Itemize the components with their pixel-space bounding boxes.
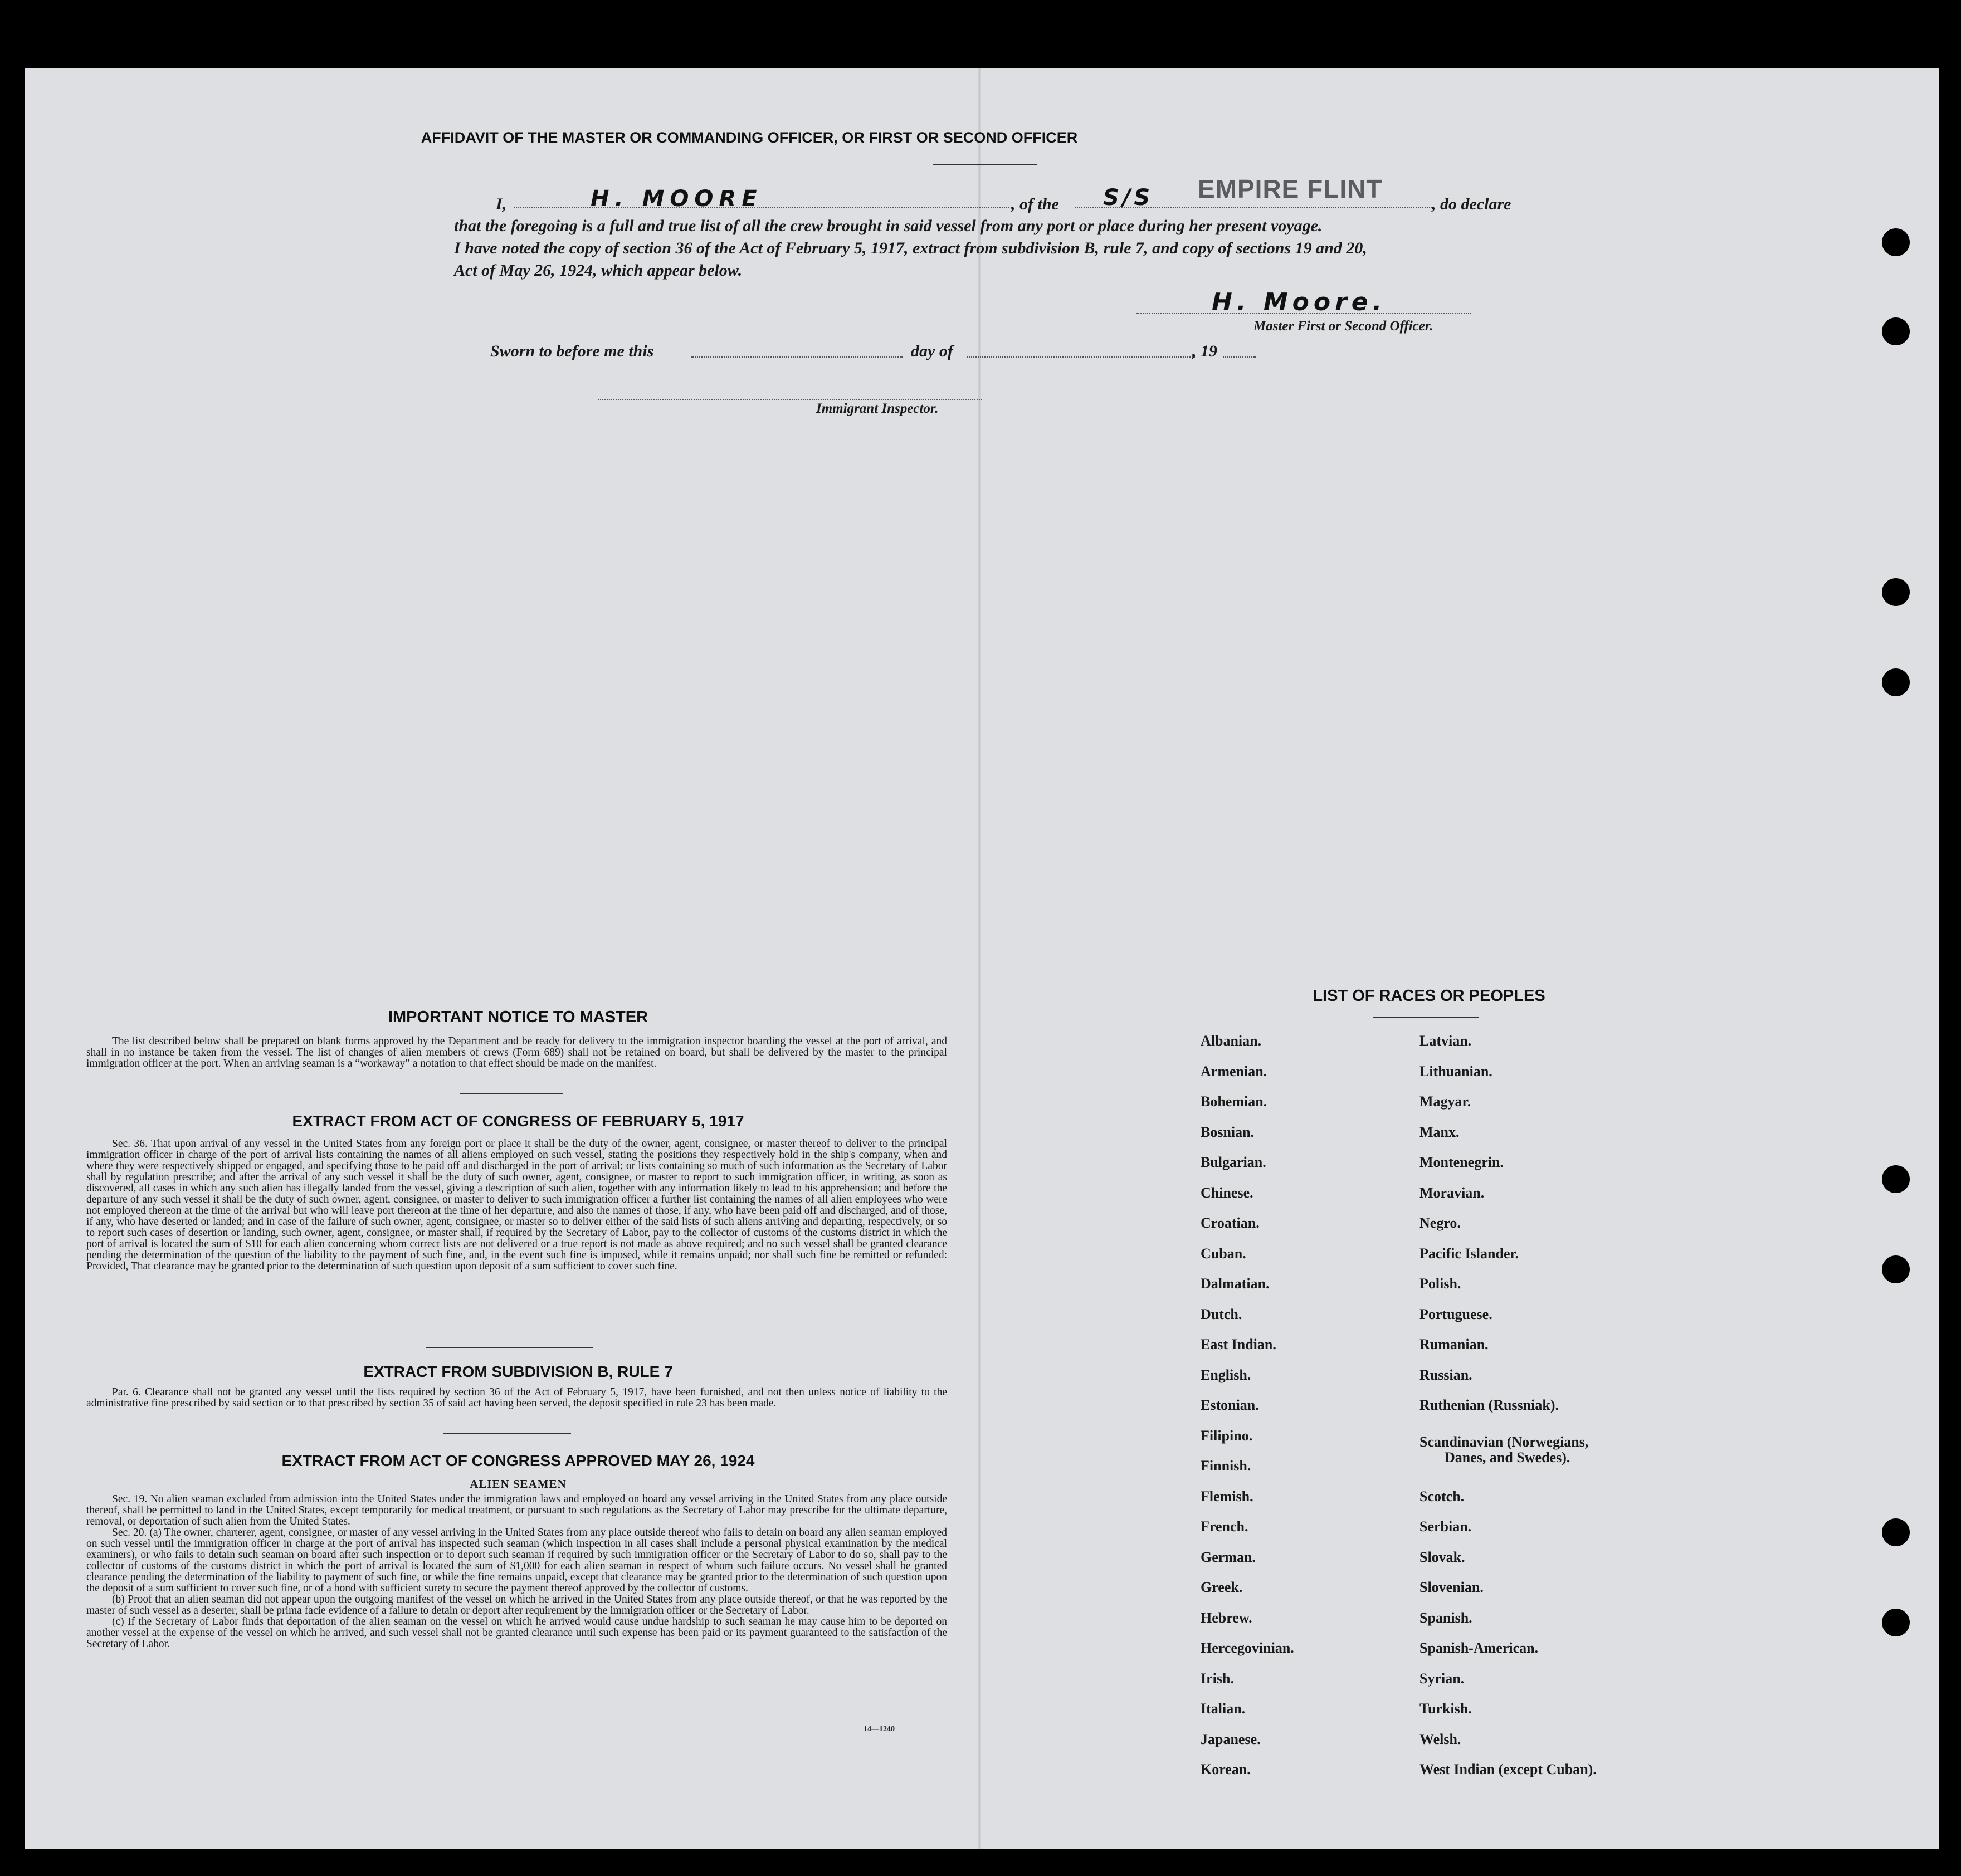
extract-1917-title: EXTRACT FROM ACT OF CONGRESS OF FEBRUARY 5, 1917 — [292, 1112, 744, 1130]
race-item: Armenian. — [1201, 1063, 1267, 1079]
binder-hole — [1882, 1609, 1910, 1636]
affidavit-body-line-2: I have noted the copy of section 36 of the Act of February 5, 1917, extract from subdivision B, rule 7, and copy of sections 19 and 20, — [454, 239, 1367, 257]
races-title-rule — [1373, 1017, 1479, 1018]
race-item: Slovak. — [1419, 1549, 1465, 1565]
race-item: Syrian. — [1419, 1670, 1465, 1687]
race-item: Finnish. — [1201, 1458, 1251, 1474]
race-item: Danes, and Swedes). — [1445, 1449, 1570, 1465]
race-item: Greek. — [1201, 1579, 1243, 1595]
race-item: Negro. — [1419, 1215, 1461, 1231]
affiant-label: I, — [496, 195, 507, 213]
race-item: Portuguese. — [1419, 1306, 1492, 1322]
race-item: Japanese. — [1201, 1731, 1261, 1747]
race-item: Russian. — [1419, 1367, 1472, 1383]
sworn-year-line — [1223, 356, 1256, 358]
sec20c-paragraph: (c) If the Secretary of Labor finds that deportation of the alien seaman on the vessel on which he arrived would cause undue hardship to such seaman he may cause him to be deported on another vessel at the expense of the vessel on which he arrived, and such vessel shall not be granted clearance until such expense has been paid or its payment guaranteed to the satisfaction of the Secretary of Labor. — [86, 1616, 947, 1650]
race-item: Spanish. — [1419, 1610, 1472, 1626]
sworn-day-line — [691, 356, 903, 358]
race-item: Albanian. — [1201, 1033, 1262, 1049]
signature-caption: Master First or Second Officer. — [1253, 319, 1433, 334]
race-item: Moravian. — [1419, 1185, 1485, 1201]
section-divider — [426, 1347, 593, 1348]
race-item: East Indian. — [1201, 1336, 1276, 1352]
title-rule — [933, 164, 1037, 165]
race-item: Croatian. — [1201, 1215, 1260, 1231]
race-item: Flemish. — [1201, 1488, 1253, 1504]
race-item: Hercegovinian. — [1201, 1640, 1294, 1656]
of-the-label: , of the — [1011, 195, 1059, 213]
race-item: Hebrew. — [1201, 1610, 1252, 1626]
race-item: West Indian (except Cuban). — [1419, 1761, 1597, 1777]
race-item: Manx. — [1419, 1124, 1460, 1140]
document-sheet — [25, 68, 1939, 1849]
inspector-signature-line — [598, 399, 982, 400]
binder-hole — [1882, 1518, 1910, 1546]
section-divider — [460, 1093, 563, 1094]
day-of-label: day of — [911, 342, 953, 360]
race-item: Latvian. — [1419, 1033, 1472, 1049]
race-item: Dalmatian. — [1201, 1276, 1270, 1292]
extract-1917-text — [86, 1139, 947, 1272]
affidavit-title: AFFIDAVIT OF THE MASTER OR COMMANDING OFFICER, OR FIRST OR SECOND OFFICER — [421, 129, 1078, 146]
race-item: German. — [1201, 1549, 1256, 1565]
race-item: Italian. — [1201, 1701, 1246, 1717]
notice-title: IMPORTANT NOTICE TO MASTER — [388, 1008, 648, 1026]
race-item: Korean. — [1201, 1761, 1251, 1777]
sworn-month-line — [967, 356, 1195, 358]
extract-rule7-title: EXTRACT FROM SUBDIVISION B, RULE 7 — [363, 1363, 673, 1380]
binder-hole — [1882, 578, 1910, 606]
notice-paragraph: The list described below shall be prepared on blank forms approved by the Department and be ready for delivery to the immigration inspector boarding the vessel at the port of arrival, and shall in no instance be taken from the vessel. The list of changes of alien members of crews (Form 689) shall not be retained on board, but shall be delivered by the master to the principal immigration officer at the port. When an arriving seaman is a “workaway” a notation to that effect should be made on the manifest. — [86, 1035, 947, 1069]
race-item: Ruthenian (Russniak). — [1419, 1397, 1559, 1413]
year-label: , 19 — [1192, 342, 1217, 360]
race-item: Dutch. — [1201, 1306, 1242, 1322]
race-item: Bohemian. — [1201, 1093, 1267, 1110]
race-item: Cuban. — [1201, 1245, 1246, 1262]
vessel-prefix: S/S — [1103, 185, 1154, 211]
race-item: Bosnian. — [1201, 1124, 1255, 1140]
race-item: Welsh. — [1419, 1731, 1461, 1747]
race-item: Scandinavian (Norwegians, — [1419, 1434, 1589, 1450]
affiant-name-line — [514, 207, 1012, 208]
race-item: Magyar. — [1419, 1093, 1471, 1110]
race-item: Montenegrin. — [1419, 1154, 1504, 1170]
section-divider — [443, 1433, 571, 1434]
race-item: Rumanian. — [1419, 1336, 1489, 1352]
sec20b-paragraph: (b) Proof that an alien seaman did not appear upon the outgoing manifest of the vessel on which he arrived in the United States from any place outside thereof, or that he was reported by the master of such vessel as a deserter, shall be prima facie evidence of a failure to detain or deport after requirement by the immigration officer or the Secretary of Labor. — [86, 1594, 947, 1616]
page-fold — [978, 68, 981, 1849]
do-declare-label: , do declare — [1432, 195, 1511, 213]
race-item: Spanish-American. — [1419, 1640, 1539, 1656]
race-item: Estonian. — [1201, 1397, 1259, 1413]
affiant-name: H. MOORE — [591, 186, 763, 212]
vessel-name-stamp: EMPIRE FLINT — [1198, 174, 1383, 203]
race-item: Turkish. — [1419, 1701, 1472, 1717]
race-item: Chinese. — [1201, 1185, 1253, 1201]
race-item: English. — [1201, 1367, 1251, 1383]
signature-line — [1136, 313, 1471, 314]
race-item: Lithuanian. — [1419, 1063, 1492, 1079]
extract-1924-title: EXTRACT FROM ACT OF CONGRESS APPROVED MAY 26, 1924 — [281, 1452, 755, 1469]
extract-1924-text — [86, 1494, 947, 1650]
form-number: 14—1240 — [864, 1725, 895, 1733]
alien-seamen-subtitle: ALIEN SEAMEN — [470, 1477, 567, 1491]
race-item: Pacific Islander. — [1419, 1245, 1519, 1262]
sec36-paragraph: Sec. 36. That upon arrival of any vessel in the United States from any foreign port or place it shall be the duty of the owner, agent, consignee, or master thereof to deliver to the principal immigration officer in charge of the port of arrival lists containing the names of all aliens employed on such vessel, stating the positions they respectively hold in the ship's company, when and where they were respectively shipped or engaged, and specifying those to be paid off and discharged in the port of arrival; or lists containing so much of such information as the Secretary of Labor shall by regulation prescribe; and after the arrival of any such vessel it shall be the duty of such owner, agent, consignee, or master to report to such immigration officer, in writing, as soon as discovered, all cases in which any such alien has illegally landed from the vessel, giving a description of such alien, together with any information likely to lead to his apprehension; and before the departure of any such vessel it shall be the duty of such owner, agent, consignee, or master to deliver to such immigration officer a further list containing the names of all alien employees who were not employed thereon at the time of the arrival but who will leave port thereon at the time of her departure, and also the names of those, if any, who have been paid off and discharged, and of those, if any, who have deserted or landed; and in case of the failure of such owner, agent, consignee, or master so to deliver either of the said lists of such aliens arriving and departing, respectively, or so to report such cases of desertion or landing, such owner, agent, consignee, or master shall, if required by the Secretary of Labor, pay to the collector of customs of the customs district in which the port of arrival is located the sum of $10 for each alien concerning whom correct lists are not delivered or a true report is not made as above required; and no such vessel shall be granted clearance pending the determination of the question of the liability to the payment of such fine, and, in the event such fine is imposed, while it remains unpaid; nor shall such fine be remitted or refunded: Provided, That clearance may be granted prior to the determination of such question upon deposit of a sum sufficient to cover such fine. — [86, 1138, 947, 1272]
races-title: LIST OF RACES OR PEOPLES — [1313, 987, 1545, 1005]
sworn-label: Sworn to before me this — [490, 342, 654, 360]
race-item: Slovenian. — [1419, 1579, 1484, 1595]
extract-rule7-text — [86, 1387, 947, 1409]
race-item: Scotch. — [1419, 1488, 1465, 1504]
binder-hole — [1882, 317, 1910, 345]
signature: H. Moore. — [1212, 288, 1387, 316]
binder-hole — [1882, 1255, 1910, 1283]
race-item: Irish. — [1201, 1670, 1234, 1687]
binder-hole — [1882, 1165, 1910, 1193]
binder-hole — [1882, 228, 1910, 256]
notice-text — [86, 1036, 947, 1069]
sec20a-paragraph: Sec. 20. (a) The owner, charterer, agent, consignee, or master of any vessel arriving in the United States from any place outside thereof who fails to detain on board any alien seaman employed on such vessel until the immigration officer in charge at the port of arrival has inspected such seaman (which inspection in all cases shall include a personal physical examination by the medical examiners), or who fails to detain such seaman on board after such inspection or to deport such seaman if required by such immigration officer or the Secretary of Labor to do so, shall pay to the collector of customs of the customs district in which the port of arrival is located the sum of $1,000 for each alien seaman in respect of whom such failure occurs. No vessel shall be granted clearance pending the determination of the liability to payment of such fine, or while the fine remains unpaid, except that clearance may be granted prior to the determination of such question upon the deposit of a sum sufficient to cover such fine, or of a bond with sufficient surety to secure the payment thereof approved by the collector of customs. — [86, 1527, 947, 1594]
race-item: Bulgarian. — [1201, 1154, 1266, 1170]
affidavit-body-line-1: that the foregoing is a full and true list of all the crew brought in said vessel from any port or place during her present voyage. — [454, 217, 1323, 235]
inspector-caption: Immigrant Inspector. — [816, 401, 939, 416]
sec19-paragraph: Sec. 19. No alien seaman excluded from admission into the United States under the immigration laws and employed on board any vessel arriving in the United States from any place outside thereof, shall be permitted to land in the United States, except temporarily for medical treatment, or pursuant to such regulations as the Secretary of Labor may prescribe for the ultimate departure, removal, or deportation of such alien from the United States. — [86, 1493, 947, 1527]
race-item: Serbian. — [1419, 1518, 1472, 1535]
race-item: Polish. — [1419, 1276, 1461, 1292]
race-item: French. — [1201, 1518, 1248, 1535]
par6-paragraph: Par. 6. Clearance shall not be granted any vessel until the lists required by section 36 of the Act of February 5, 1917, have been furnished, and not then unless notice of liability to the administrative fine prescribed by said section or to that prescribed by section 35 of said act having been served, the deposit specified in rule 23 has been made. — [86, 1386, 947, 1409]
race-item: Filipino. — [1201, 1428, 1253, 1444]
affidavit-body-line-3: Act of May 26, 1924, which appear below. — [454, 261, 743, 280]
binder-hole — [1882, 668, 1910, 696]
